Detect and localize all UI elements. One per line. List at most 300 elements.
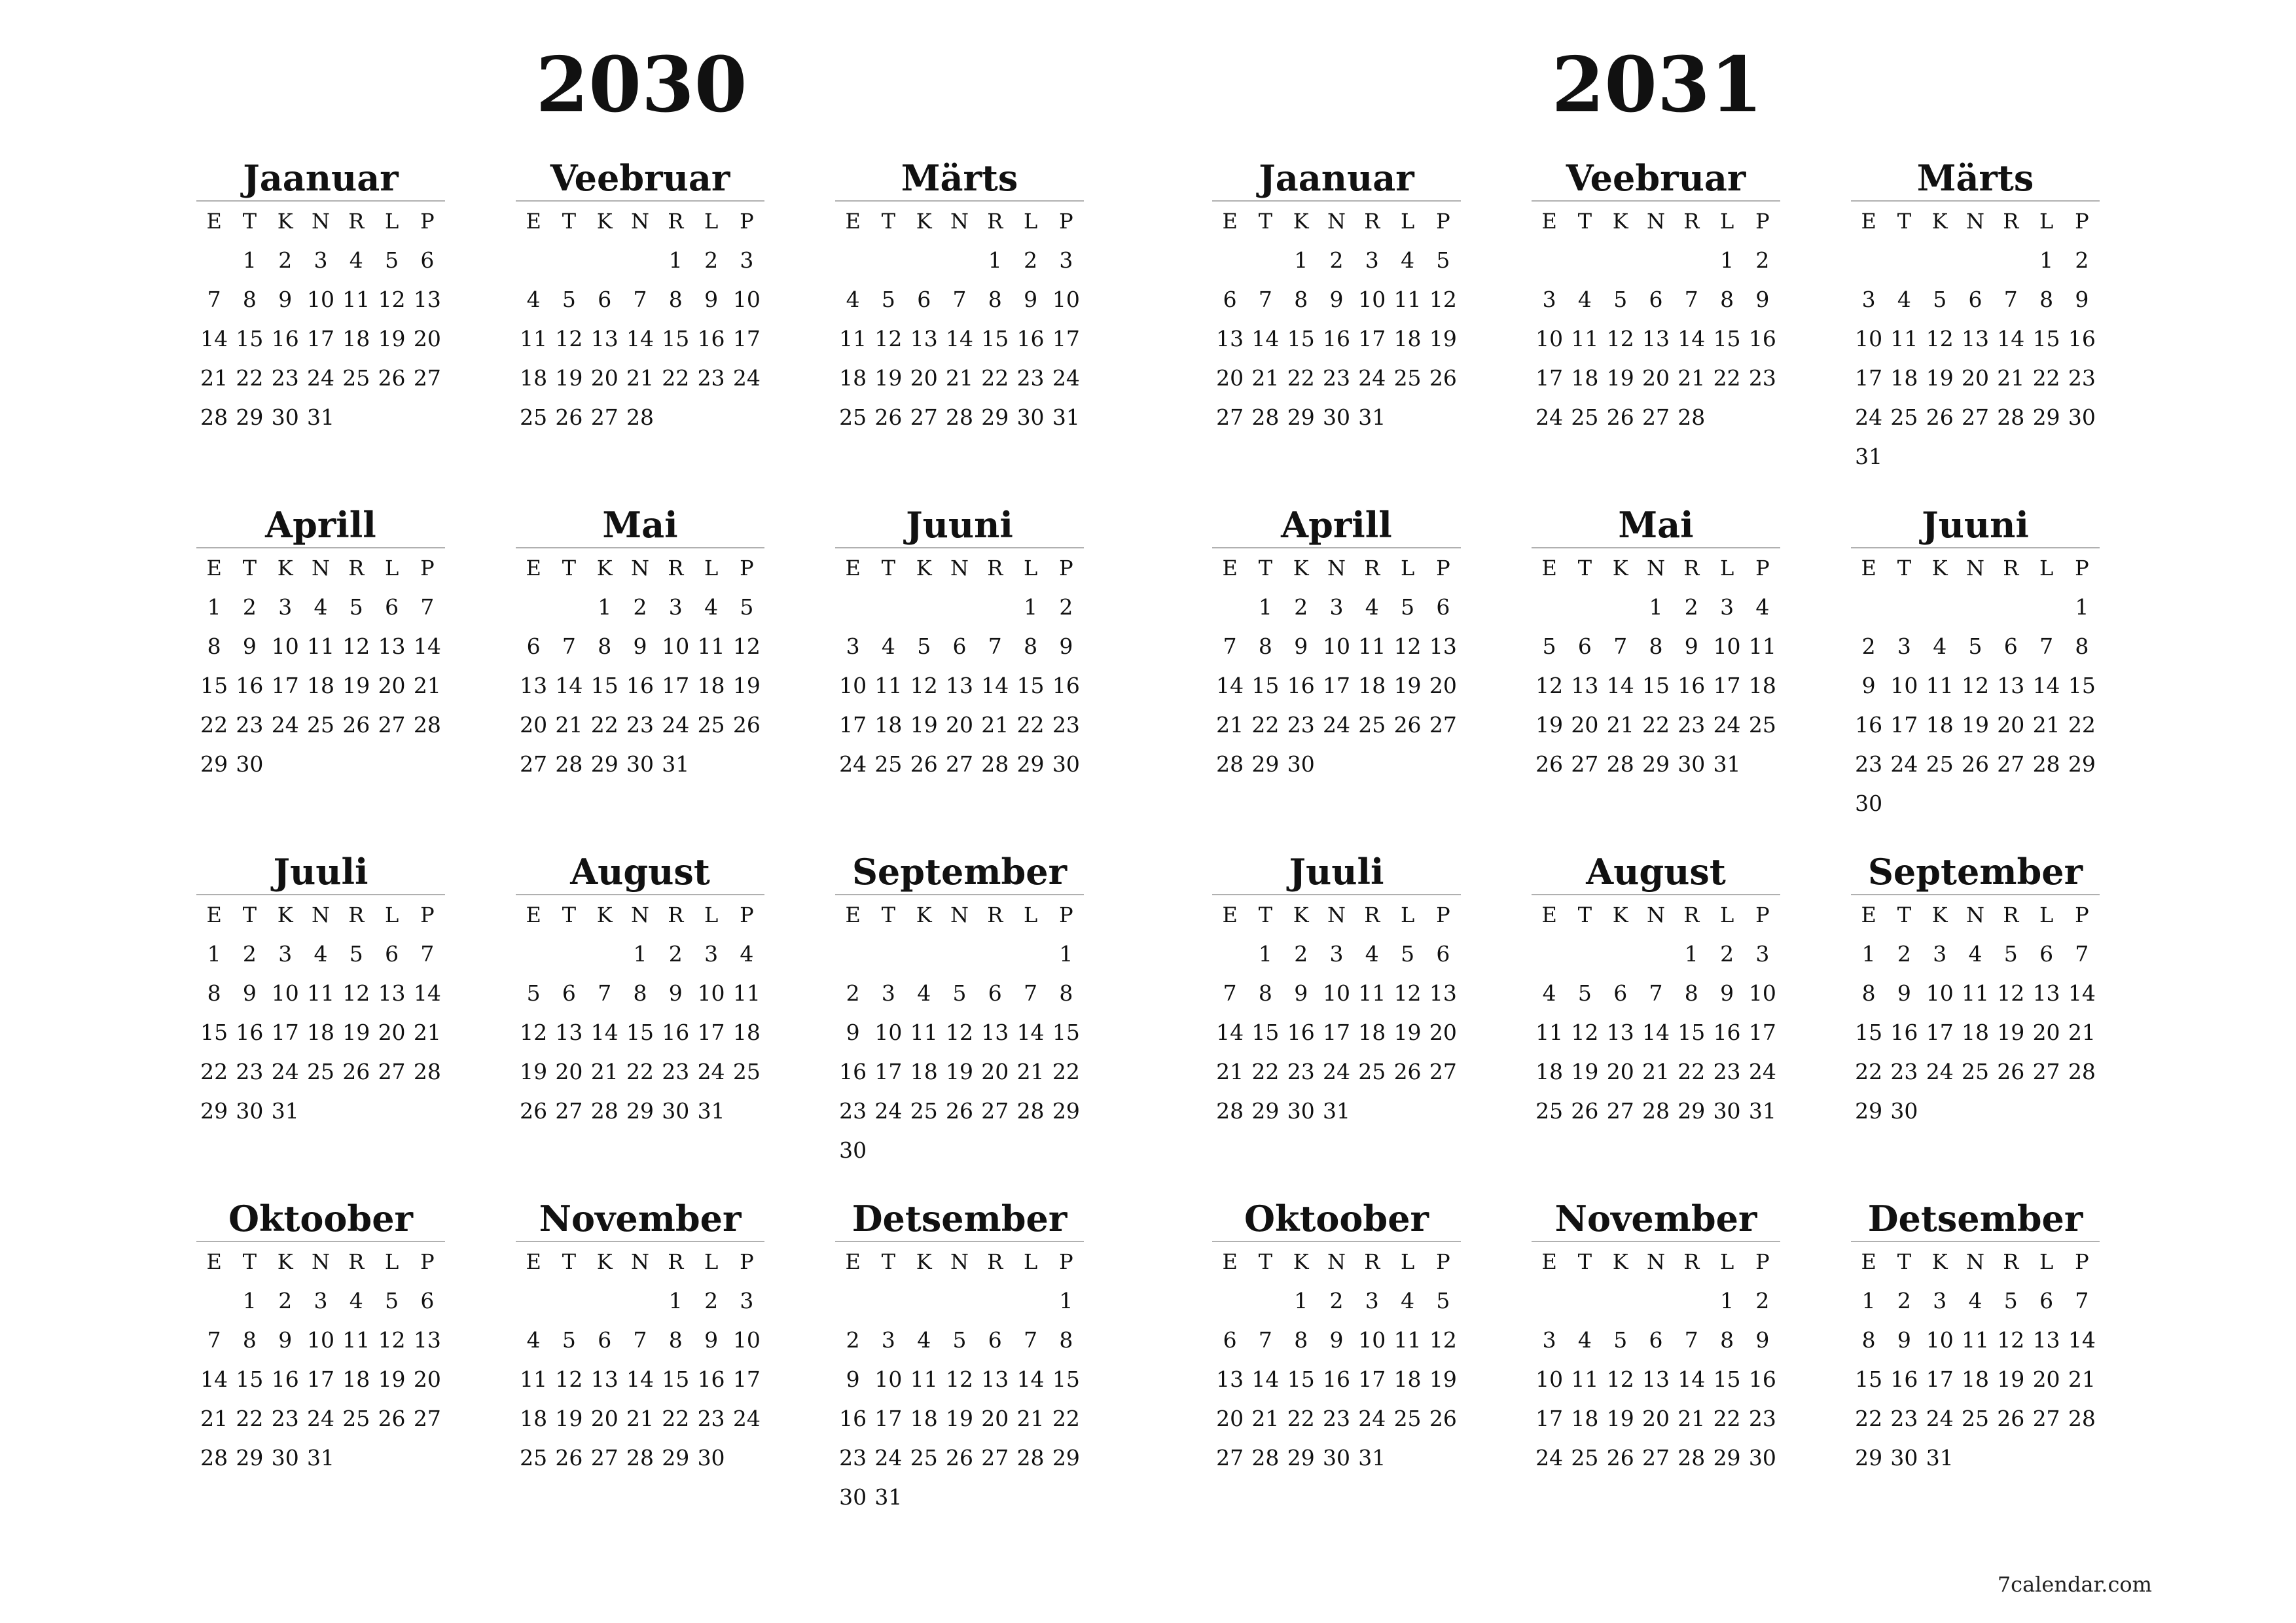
day-cell: 21 [2068, 1366, 2096, 1392]
day-cell: 10 [1052, 287, 1080, 312]
day-cell: 16 [1322, 326, 1350, 351]
day-cell: 23 [1287, 1059, 1315, 1084]
day-cell: 6 [598, 1327, 612, 1353]
day-cell: 3 [846, 633, 860, 659]
day-cell: 15 [1855, 1020, 1883, 1045]
day-cell: 28 [981, 751, 1009, 777]
day-cell: 23 [839, 1445, 867, 1471]
empty-cell [622, 1281, 658, 1321]
day-cell: 21 [1641, 1059, 1670, 1084]
day-cell: 7 [2003, 287, 2018, 312]
day-cell: 9 [704, 287, 719, 312]
empty-cell [516, 588, 551, 627]
day-cell: 3 [740, 1288, 754, 1313]
day-cell: 26 [1429, 1406, 1457, 1431]
day-cell: 8 [1861, 980, 1876, 1006]
day-cell: 28 [1016, 1445, 1045, 1471]
day-cell: 19 [874, 365, 903, 391]
day-cell: 13 [413, 1327, 441, 1353]
month-name: August [1586, 851, 1726, 893]
weekday-header: L [1719, 1249, 1734, 1274]
day-cell: 13 [1216, 326, 1244, 351]
weekday-header: R [348, 209, 365, 234]
month-name: September [852, 851, 1067, 893]
weekday-header: K [596, 556, 613, 580]
day-cell: 6 [2003, 633, 2018, 659]
weekday-header: L [1400, 1249, 1415, 1274]
day-cell: 22 [1855, 1059, 1883, 1084]
weekday-header: T [881, 902, 896, 927]
day-cell: 28 [590, 1098, 619, 1124]
day-cell: 3 [1933, 1288, 1947, 1313]
day-cell: 21 [2068, 1020, 2096, 1045]
day-cell: 16 [839, 1059, 867, 1084]
day-cell: 13 [378, 633, 406, 659]
empty-cell [551, 241, 586, 280]
day-cell: 26 [910, 751, 938, 777]
day-grid [835, 202, 1084, 437]
weekday-header: P [1755, 1249, 1770, 1274]
day-cell: 30 [236, 751, 264, 777]
day-cell: 10 [1855, 326, 1883, 351]
day-cell: 22 [1287, 365, 1315, 391]
day-cell: 10 [732, 287, 761, 312]
day-cell: 20 [378, 673, 406, 698]
day-cell: 12 [732, 633, 761, 659]
day-cell: 20 [1606, 1059, 1634, 1084]
weekday-header: P [1436, 209, 1450, 234]
day-cell: 11 [839, 326, 867, 351]
empty-cell [1638, 935, 1674, 974]
weekday-header: K [1931, 902, 1948, 927]
day-cell: 9 [1755, 287, 1770, 312]
day-cell: 9 [2075, 287, 2089, 312]
empty-cell [870, 935, 906, 974]
month-block [1212, 851, 1461, 1131]
day-cell: 4 [314, 594, 328, 620]
day-cell: 23 [697, 1406, 725, 1431]
day-cell: 22 [1016, 712, 1045, 738]
day-cell: 25 [520, 404, 548, 430]
day-cell: 5 [881, 287, 895, 312]
day-cell: 31 [1855, 444, 1883, 469]
day-cell: 27 [1571, 751, 1599, 777]
month-block [1851, 504, 2100, 823]
day-cell: 11 [1358, 633, 1386, 659]
day-cell: 5 [740, 594, 754, 620]
day-cell: 26 [1429, 365, 1457, 391]
day-cell: 10 [1358, 1327, 1386, 1353]
day-cell: 21 [200, 1406, 228, 1431]
day-cell: 12 [520, 1020, 548, 1045]
day-cell: 23 [1890, 1059, 1918, 1084]
day-cell: 26 [874, 404, 903, 430]
weekday-header: P [1059, 902, 1073, 927]
day-cell: 16 [236, 673, 264, 698]
day-cell: 30 [271, 404, 299, 430]
day-cell: 31 [1322, 1098, 1350, 1124]
day-cell: 20 [1641, 1406, 1670, 1431]
day-cell: 30 [662, 1098, 690, 1124]
empty-cell [551, 935, 586, 974]
day-cell: 12 [1997, 1327, 2025, 1353]
weekday-header: R [348, 902, 365, 927]
day-cell: 8 [242, 1327, 257, 1353]
day-cell: 9 [1720, 980, 1734, 1006]
day-cell: 15 [662, 326, 690, 351]
day-cell: 8 [1059, 980, 1073, 1006]
day-cell: 11 [342, 287, 370, 312]
weekday-header: L [2039, 1249, 2054, 1274]
day-cell: 4 [846, 287, 860, 312]
day-cell: 27 [1216, 404, 1244, 430]
day-cell: 24 [839, 751, 867, 777]
weekday-header: P [420, 556, 435, 580]
day-cell: 15 [1287, 326, 1315, 351]
empty-cell [1922, 588, 1958, 627]
month-block [1851, 1198, 2100, 1478]
day-cell: 7 [1223, 633, 1237, 659]
day-cell: 28 [2068, 1059, 2096, 1084]
day-cell: 12 [1571, 1020, 1599, 1045]
day-cell: 22 [626, 1059, 654, 1084]
day-cell: 25 [1571, 1445, 1599, 1471]
weekday-header: T [1897, 1249, 1912, 1274]
weekday-header: T [242, 209, 257, 234]
weekday-header: N [1965, 209, 1984, 234]
day-cell: 29 [1641, 751, 1670, 777]
weekday-header: L [1719, 556, 1734, 580]
day-cell: 21 [626, 1406, 654, 1431]
day-cell: 16 [626, 673, 654, 698]
day-cell: 21 [2032, 712, 2060, 738]
day-cell: 5 [1613, 1327, 1628, 1353]
day-cell: 31 [1358, 1445, 1386, 1471]
day-cell: 24 [662, 712, 690, 738]
empty-cell [942, 1281, 977, 1321]
day-cell: 18 [732, 1020, 761, 1045]
day-cell: 4 [1577, 1327, 1592, 1353]
weekday-header: R [1683, 209, 1700, 234]
day-cell: 11 [1571, 1366, 1599, 1392]
day-cell: 22 [1052, 1406, 1080, 1431]
day-cell: 2 [704, 1288, 719, 1313]
day-cell: 28 [1641, 1098, 1670, 1124]
day-cell: 26 [1535, 751, 1564, 777]
empty-cell [870, 1281, 906, 1321]
weekday-header: K [596, 209, 613, 234]
month-block [835, 157, 1084, 437]
day-cell: 27 [2032, 1059, 2060, 1084]
day-cell: 14 [2068, 980, 2096, 1006]
weekday-header: P [1059, 209, 1073, 234]
weekday-header: N [311, 902, 330, 927]
weekday-header: N [630, 1249, 649, 1274]
weekday-header: E [1222, 1249, 1238, 1274]
day-cell: 23 [1322, 1406, 1350, 1431]
day-cell: 15 [1251, 673, 1280, 698]
day-cell: 18 [1358, 1020, 1386, 1045]
day-cell: 16 [1890, 1020, 1918, 1045]
day-grid [196, 1242, 445, 1478]
day-cell: 21 [200, 365, 228, 391]
day-cell: 16 [271, 1366, 299, 1392]
day-cell: 7 [2075, 1288, 2089, 1313]
day-cell: 26 [732, 712, 761, 738]
day-cell: 16 [271, 326, 299, 351]
weekday-header: N [311, 1249, 330, 1274]
day-cell: 4 [881, 633, 895, 659]
day-cell: 4 [740, 941, 754, 967]
day-cell: 9 [704, 1327, 719, 1353]
weekday-header: K [1612, 902, 1628, 927]
day-cell: 12 [555, 326, 583, 351]
day-cell: 13 [2032, 1327, 2060, 1353]
day-cell: 6 [385, 594, 399, 620]
day-cell: 7 [207, 1327, 221, 1353]
day-cell: 18 [1890, 365, 1918, 391]
day-cell: 2 [668, 941, 683, 967]
day-cell: 11 [306, 980, 334, 1006]
day-cell: 20 [1961, 365, 1989, 391]
month-block [516, 1198, 764, 1478]
day-cell: 13 [413, 287, 441, 312]
weekday-header: K [916, 902, 932, 927]
day-cell: 6 [952, 633, 967, 659]
day-cell: 16 [236, 1020, 264, 1045]
day-cell: 21 [413, 1020, 441, 1045]
weekday-header: N [1327, 902, 1346, 927]
day-cell: 5 [952, 1327, 967, 1353]
day-cell: 23 [1713, 1059, 1741, 1084]
day-cell: 1 [1720, 1288, 1734, 1313]
day-cell: 30 [697, 1445, 725, 1471]
month-name: Juuni [1922, 504, 2029, 546]
weekday-header: T [242, 556, 257, 580]
weekday-header: K [1293, 1249, 1309, 1274]
weekday-header: T [562, 556, 577, 580]
day-cell: 23 [1748, 1406, 1776, 1431]
day-cell: 10 [1535, 1366, 1564, 1392]
day-cell: 3 [314, 1288, 328, 1313]
weekday-header: L [1023, 902, 1038, 927]
day-cell: 30 [2068, 404, 2096, 430]
day-cell: 22 [1677, 1059, 1706, 1084]
day-cell: 24 [306, 365, 334, 391]
day-cell: 10 [306, 287, 334, 312]
day-cell: 3 [1755, 941, 1770, 967]
weekday-header: K [277, 902, 293, 927]
day-cell: 27 [1641, 404, 1670, 430]
day-cell: 24 [874, 1098, 903, 1124]
day-cell: 7 [1649, 980, 1663, 1006]
day-cell: 28 [2068, 1406, 2096, 1431]
day-cell: 4 [917, 1327, 931, 1353]
day-cell: 29 [1287, 404, 1315, 430]
day-cell: 15 [200, 673, 228, 698]
day-cell: 8 [1720, 1327, 1734, 1353]
empty-cell [906, 935, 942, 974]
day-cell: 29 [1713, 1445, 1741, 1471]
day-cell: 23 [662, 1059, 690, 1084]
day-cell: 8 [1258, 980, 1272, 1006]
day-cell: 21 [981, 712, 1009, 738]
weekday-header: E [1541, 902, 1557, 927]
weekday-header: P [1436, 902, 1450, 927]
day-cell: 21 [555, 712, 583, 738]
day-cell: 20 [981, 1059, 1009, 1084]
weekday-header: E [1861, 556, 1876, 580]
month-block [196, 504, 445, 784]
weekday-header: E [526, 209, 541, 234]
day-cell: 26 [378, 1406, 406, 1431]
day-cell: 16 [1748, 1366, 1776, 1392]
day-cell: 30 [236, 1098, 264, 1124]
day-cell: 1 [1294, 247, 1308, 273]
day-cell: 18 [697, 673, 725, 698]
day-cell: 24 [1855, 404, 1883, 430]
weekday-header: R [1683, 1249, 1700, 1274]
day-cell: 12 [945, 1020, 973, 1045]
day-cell: 1 [1258, 941, 1272, 967]
weekday-header: L [384, 556, 399, 580]
day-cell: 16 [2068, 326, 2096, 351]
day-cell: 2 [1059, 594, 1073, 620]
day-cell: 2 [1897, 1288, 1911, 1313]
day-cell: 21 [590, 1059, 619, 1084]
day-cell: 2 [242, 941, 257, 967]
day-cell: 17 [839, 712, 867, 738]
day-cell: 21 [1677, 365, 1706, 391]
weekday-header: K [1931, 1249, 1948, 1274]
day-cell: 15 [1251, 1020, 1280, 1045]
day-cell: 10 [271, 633, 299, 659]
weekday-header: K [1293, 556, 1309, 580]
day-cell: 29 [236, 404, 264, 430]
weekday-header: K [916, 1249, 932, 1274]
weekday-header: N [950, 556, 969, 580]
day-cell: 4 [1365, 594, 1379, 620]
day-cell: 22 [1855, 1406, 1883, 1431]
day-cell: 30 [1322, 404, 1350, 430]
day-cell: 9 [1684, 633, 1698, 659]
day-cell: 7 [1684, 287, 1698, 312]
empty-cell [1212, 1281, 1247, 1321]
weekday-header: N [950, 1249, 969, 1274]
weekday-header: L [384, 1249, 399, 1274]
day-cell: 14 [1216, 673, 1244, 698]
day-cell: 18 [342, 1366, 370, 1392]
day-cell: 24 [1890, 751, 1918, 777]
weekday-header: T [1577, 209, 1592, 234]
weekday-header: E [526, 902, 541, 927]
day-cell: 5 [1968, 633, 1982, 659]
weekday-header: L [2039, 556, 2054, 580]
day-grid [1532, 548, 1780, 784]
day-cell: 22 [1251, 712, 1280, 738]
day-cell: 20 [590, 1406, 619, 1431]
empty-cell [1532, 241, 1567, 280]
weekday-header: N [1646, 1249, 1665, 1274]
weekday-header: T [881, 209, 896, 234]
day-cell: 3 [704, 941, 719, 967]
day-cell: 14 [1997, 326, 2025, 351]
day-cell: 3 [1329, 941, 1344, 967]
day-cell: 2 [846, 980, 860, 1006]
empty-cell [835, 241, 870, 280]
day-cell: 25 [839, 404, 867, 430]
day-cell: 18 [1961, 1366, 1989, 1392]
day-cell: 27 [1961, 404, 1989, 430]
day-cell: 8 [598, 633, 612, 659]
day-cell: 10 [874, 1020, 903, 1045]
day-cell: 17 [1358, 326, 1386, 351]
day-cell: 21 [1216, 1059, 1244, 1084]
day-cell: 27 [981, 1098, 1009, 1124]
day-cell: 29 [2068, 751, 2096, 777]
day-grid [835, 1242, 1084, 1517]
weekday-header: R [668, 556, 684, 580]
day-cell: 31 [697, 1098, 725, 1124]
empty-cell [1567, 241, 1602, 280]
day-cell: 17 [662, 673, 690, 698]
day-cell: 11 [1393, 287, 1422, 312]
day-cell: 18 [839, 365, 867, 391]
day-cell: 27 [1429, 1059, 1457, 1084]
day-cell: 10 [1322, 633, 1350, 659]
day-cell: 14 [626, 1366, 654, 1392]
day-cell: 2 [1329, 1288, 1344, 1313]
day-cell: 13 [590, 326, 619, 351]
day-grid [516, 548, 764, 784]
day-cell: 15 [236, 1366, 264, 1392]
weekday-header: P [1436, 1249, 1450, 1274]
weekday-header: P [2075, 556, 2089, 580]
day-cell: 19 [1606, 1406, 1634, 1431]
weekday-header: T [1577, 1249, 1592, 1274]
weekday-header: N [1646, 556, 1665, 580]
weekday-header: T [1577, 902, 1592, 927]
day-cell: 11 [732, 980, 761, 1006]
day-cell: 31 [306, 1445, 334, 1471]
day-cell: 19 [378, 1366, 406, 1392]
day-cell: 8 [242, 287, 257, 312]
day-cell: 28 [626, 404, 654, 430]
weekday-header: E [845, 209, 861, 234]
weekday-header: T [242, 1249, 257, 1274]
day-grid [1851, 895, 2100, 1131]
day-cell: 19 [1429, 1366, 1457, 1392]
weekday-header: T [1258, 902, 1273, 927]
day-cell: 1 [598, 594, 612, 620]
day-cell: 6 [1613, 980, 1628, 1006]
weekday-header: R [668, 902, 684, 927]
weekday-header: N [630, 209, 649, 234]
weekday-header: K [1931, 209, 1948, 234]
empty-cell [1567, 1281, 1602, 1321]
day-cell: 5 [2003, 941, 2018, 967]
day-cell: 15 [1713, 1366, 1741, 1392]
day-cell: 4 [1542, 980, 1556, 1006]
day-cell: 14 [1606, 673, 1634, 698]
day-cell: 20 [1429, 673, 1457, 698]
day-cell: 4 [1401, 1288, 1415, 1313]
day-cell: 16 [697, 1366, 725, 1392]
day-cell: 23 [1016, 365, 1045, 391]
month-name: Detsember [852, 1198, 1067, 1240]
day-cell: 2 [242, 594, 257, 620]
day-cell: 25 [732, 1059, 761, 1084]
